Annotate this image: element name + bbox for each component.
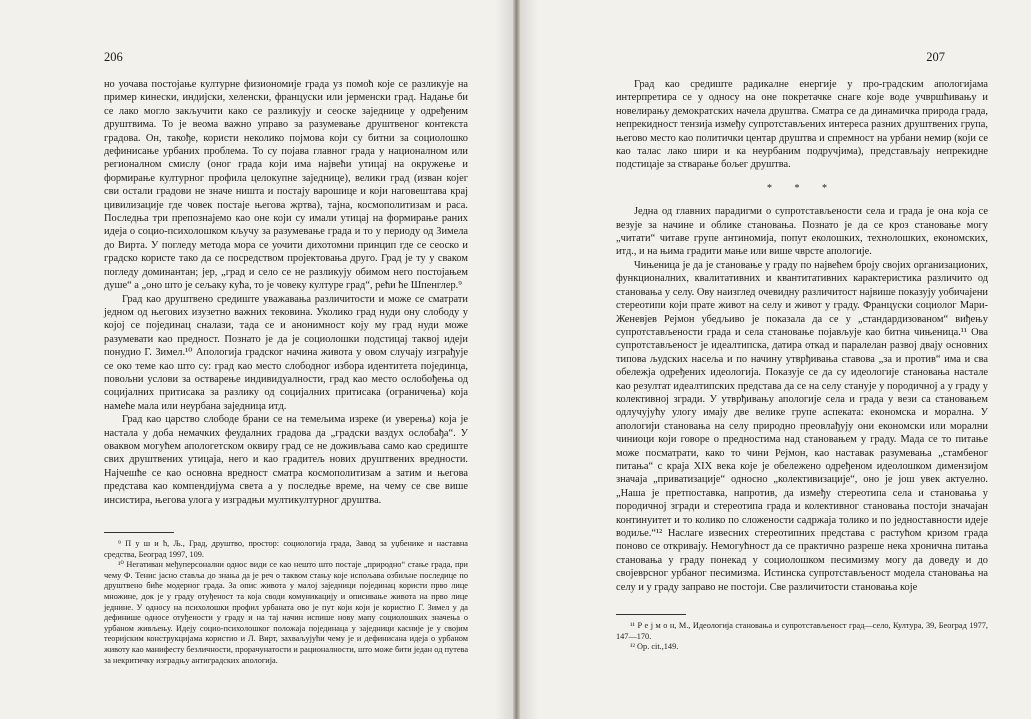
footnote: ¹¹ Р е ј м о н, М., Идеологија становања и супротстављеност град—село, Култура, 39, Београд 1977, 147—170. [616, 621, 988, 641]
footnote-divider [104, 532, 174, 533]
footnote-divider [616, 614, 686, 615]
left-footnotes [104, 522, 468, 666]
left-body-text [104, 78, 468, 507]
right-body-text [616, 78, 988, 594]
page-number: 207 [926, 50, 945, 64]
right-footnotes [616, 604, 988, 653]
footnote: ⁹ П у ш и ћ, Љ., Град, друштво, простор: социологија града, Завод за уџбенике и наставна средства, Београд 1997, 109. [104, 539, 468, 559]
paragraph: Град као средиште радикалне енергије у про-градским апологијама интерпретира се у односу на оне покретачке снаге које воде учвршћивању и новелирању демократских начела друштва. Сматра се да динамичка природа града, непрекидност тензија између супротстављених интереса разних друштвених група, његово место као политички центар друштва и спремност на урбани немир (који се као талас лако шири и ка неурбаним подручјима), представљају непрекидне подстицаје за стварање бољег друштва. [616, 79, 988, 171]
paragraph: Чињеница је да је становање у граду по највећем броју својих организационих, функционалних, квалитативних и квантитативних карактеристика различито од становања у селу. Ову наизглед очевидну различитост највише показују уобичајени стереотипи који прате живот на селу и живот у граду. Француски социолог Мари-Женевјев Рејмон убедљиво је показала да се у „стандардизованом“ виђењу супротстављености града и села становање појављује као битна чињеница.¹¹ Ова супротстављеност је идеалтипска, датира откад и паралелан развој двају основних типова људских насеља и по начину утврђивања ставова „за и против“ има и сва обележја одређених идеологија. Показује се да су идеологије становања настале као резултат идеалтипских представа да се на селу станује у породичној а у граду у колективној згради. У утврђивању апологије села и града у вези са становањем одлучујућу улогу имају две велике групе аспеката: економска и морална. У апологији становања на селу природно преовлађују они економски или морални чиниоци који говоре о предностима над становањем у граду. Мада се то питање може посматрати, како то чини Рејмон, као наставак разумевања „стамбеног питања“ с краја XIX века које је обележено одређеном идеолошком димензијом значаја „приватизације“ односно „колективизације“, оно је још увек актуелно. „Наша је претпоставка, напротив, да између стереотипа села и становања у породичној згради и стереотипа града и колективног становања постоји значајан континуитет и то колико по сложености садржаја толико и по једноставности идеје водиље.“¹² Наслаге извесних стереотипних представа с растућом кризом града поново се откривају. Немогућност да се практично разреше нека хронична питања становања у граду понекад у социолошком песимизму могу да доведу и до својеврсног урбаног песимизма. Истинска супротстављеност модела становања на селу и у граду заправо не постоји. Све различитости становања које [616, 259, 988, 593]
paragraph: но уочава постојање културне физиономије града уз помоћ које се разликује на пример кинески, индијски, хеленски, француски или јерменски град. Надање би се лако могло закључити како се разликују и сеоске заједнице у одређеним друштвима. То је веома важно управо за разумевање друштвеног контекста градова. Он, такође, користи неколико појмова који су битни за социолошко дефинисање урбаних проблема. То су појава главног града у националном или регионалном смислу (оног града који има највећи утицај на окружење и формирање културног профила целокупне заједнице), велики град (изван којег сви остали градови не значе ништа и постају варошице и који наговештава крај цивилизације где човек постаје његова жртва), тајна, космополитизам и раса. Последња три препознајемо као оне који су имали утицај на формирање раних идеја о социо-психолошком кључу за разумевање града и то у периоду од Зимела до Вирта. У погледу метода мора се уочити дихотомни принцип где се сеоско и градско користе тако да се посредством пројектовања друго. Град је ту у сваком погледу доминантан; јер, „град и село се не разликују обимом него постојањем душе“ а „оно што је сељаку кућа, то је човеку културе град“, рећи ће Шпенглер.⁹ [104, 79, 468, 292]
page-number: 206 [104, 50, 123, 64]
paragraph: Једна од главних парадигми о супротстављености села и града је она која се везује за начине и облике становања. Познато је да се кроз становање могу „читати“ читаве групе антиномија, попут еколошких, технолошких, економских, итд., и на њима градити мање или више чврсте апологије. [616, 206, 988, 258]
section-break: * * * [767, 182, 837, 194]
paragraph: Град као друштвено средиште уважавања различитости и може се сматрати једном од његових изузетно важних тековина. Уколико град нуди ону слободу у којој се појединац сналази, тада се и анонимност коју му град нуди може разумевати као предност. Познато је да је социолошки подстицај таквој идеји понудио Г. Зимел.¹⁰ Апологија градског начина живота у овом случају изграђује се око теме као што су: град као место слободног избора идентитета појединца, повољни услови за остварење индивидуалности, град као место ослобођења од социјалних притисака за разлику од социјалних притисака (ограничења) која намеће мала или неурбана заједница итд. [104, 293, 468, 412]
footnote: ¹⁰ Негативан међуперсонални однос види се као нешто што постаје „природно“ стање града, при чему Ф. Тенис јасно ставља до знања да је реч о таквом стању које испољава озбиљне последице по друштвено биће модерног града. За опис живота у малој заједници појединац користи прво лице множине, док је у граду отуђеност та која своди комуникацију и описивање живота на прво лице једнине. У односу на психолошки профил урбаната ово је пут који који је користио Г. Зимел у да дефинише односе отуђености у граду и на тај начин испише нову мапу социолошких значења о урбаном живљењу. Идеју социо-психолошког положаја појединаца у заједници касније је у својим теоријским конструкцијама користио и Л. Вирт, захваљујући чему је и дефинисана идеја о урбаном животу као манифесту безличности, прорачунатости и рационалности, што може бити један од путева за некритичку изградњу антиградских апологија. [104, 560, 468, 665]
book-gutter [513, 0, 520, 719]
left-page [0, 0, 513, 719]
footnote: ¹² Op. cit.,149. [630, 642, 679, 652]
paragraph: Град као царство слободе брани се на темељима изреке (и уверења) која је настала у доба немачких феудалних градова да „градски ваздух ослобађа“. У оваквом могућем апологетском оквиру град се не доживљава само као средиште свих друштвених утицаја, него и као градитељ нових друштвених вредности. Најчешће се као основна вредност сматра космополитизам а затим и његова представа као компендијума света а у последње време, на чему се све више инсистира, његова улога у изградњи мултикултурног друштва. [104, 414, 468, 506]
right-page [520, 0, 1031, 719]
